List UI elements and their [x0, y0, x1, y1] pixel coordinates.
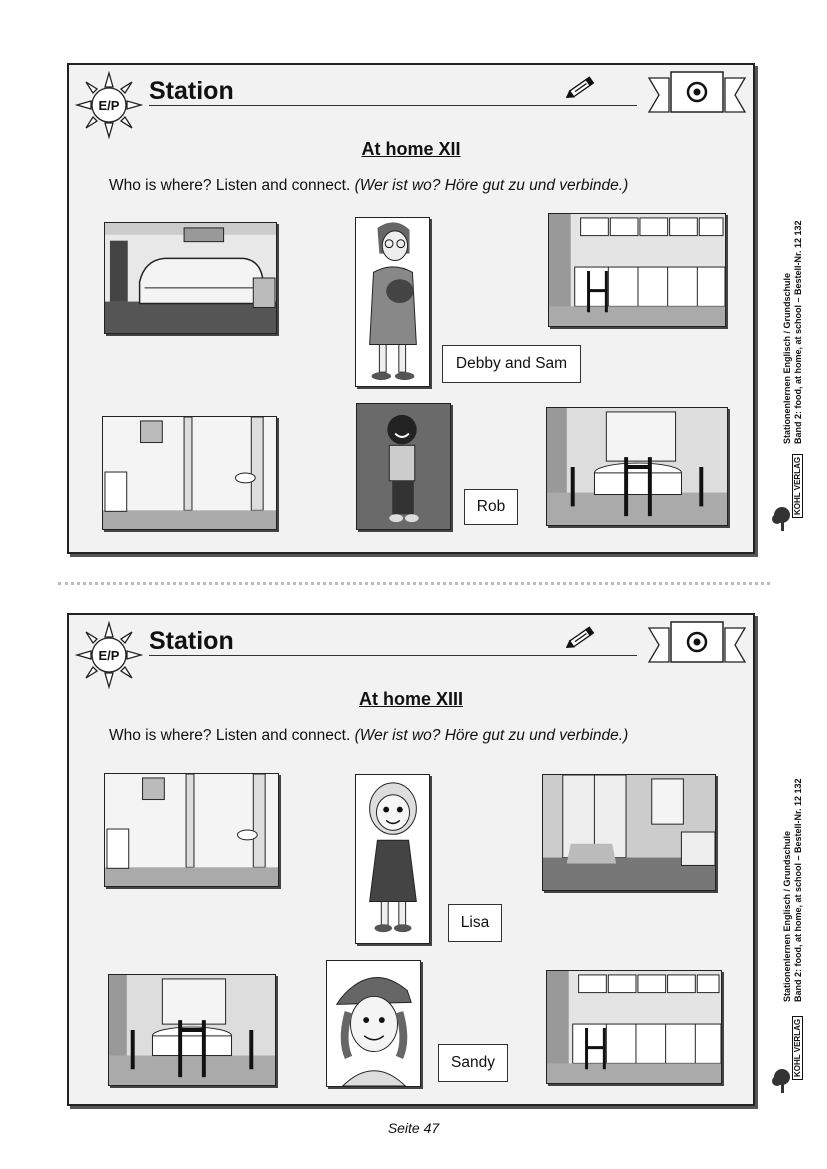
title-underline [149, 655, 637, 656]
dining-room-picture [108, 974, 276, 1086]
station-card-2 [67, 613, 755, 1106]
side-series-text: Stationenlernen Englisch / Grundschule Band 2: food, at home, at school – Bestell-Nr. 12 132 [782, 220, 803, 444]
pencil-icon [566, 75, 596, 101]
station-subtitle: At home XII [361, 139, 461, 159]
boy-picture [356, 403, 451, 530]
cut-line [58, 582, 770, 585]
tree-logo-icon [770, 1068, 796, 1094]
name-card: Rob [464, 489, 518, 525]
svg-text:E/P: E/P [98, 98, 120, 113]
listen-banner [647, 70, 747, 120]
publisher-logo: KOHL VERLAG [792, 1016, 803, 1080]
instruction-de: (Wer ist wo? Höre gut zu und verbinde.) [354, 727, 629, 744]
girl-with-cap-picture [326, 960, 421, 1087]
station-title: Station [149, 77, 234, 105]
woman-with-cat-picture [355, 217, 430, 387]
page-number: Seite 47 [387, 1120, 440, 1136]
name-card: Lisa [448, 904, 502, 942]
pencil-icon [566, 625, 596, 651]
side-series-text: Stationenlernen Englisch / Grundschule Band 2: food, at home, at school – Bestell-Nr. 12 132 [782, 778, 803, 1002]
station-card-1 [67, 63, 755, 554]
living-room-picture [104, 222, 277, 334]
instruction-en: Who is where? Listen and connect. [109, 727, 351, 744]
station-subtitle: At home XIII [358, 689, 463, 709]
sun-badge-icon [75, 71, 143, 139]
instruction-de: (Wer ist wo? Höre gut zu und verbinde.) [354, 177, 629, 194]
name-card: Debby and Sam [442, 345, 581, 383]
bathroom-picture [104, 773, 279, 887]
name-card: Sandy [438, 1044, 508, 1082]
dining-room-picture [546, 407, 728, 526]
station-title: Station [149, 627, 234, 655]
kitchen-picture [548, 213, 726, 327]
listen-banner [647, 620, 747, 670]
instruction [109, 727, 628, 745]
instruction [109, 177, 628, 195]
publisher-logo: KOHL VERLAG [792, 454, 803, 518]
kitchen-picture [546, 970, 722, 1084]
svg-text:E/P: E/P [98, 648, 120, 663]
girl-picture [355, 774, 430, 944]
sun-badge-icon [75, 621, 143, 689]
title-underline [149, 105, 637, 106]
bedroom-picture [542, 774, 716, 891]
instruction-en: Who is where? Listen and connect. [109, 177, 351, 194]
tree-logo-icon [770, 506, 796, 532]
bathroom-picture [102, 416, 277, 530]
